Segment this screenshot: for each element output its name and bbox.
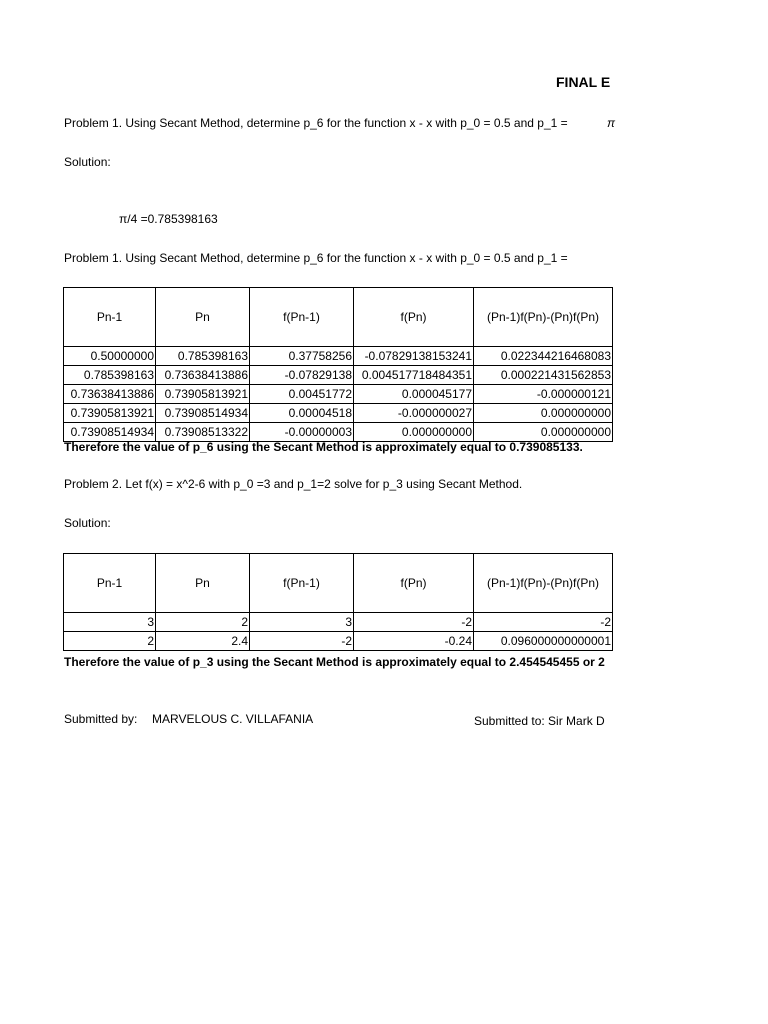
page-title: FINAL E: [556, 74, 611, 90]
table-cell: 0.785398163: [156, 347, 250, 366]
table-cell: 0.73908514934: [156, 404, 250, 423]
table-header-row: [64, 554, 613, 613]
table-cell: 0.000045177: [354, 385, 474, 404]
table-cell: 0.096000000000001: [474, 632, 613, 651]
table-cell: -0.00000003: [250, 423, 354, 442]
table-cell: 0.50000000: [64, 347, 156, 366]
table-cell: 0.000000000: [474, 423, 613, 442]
column-header: (Pn-1)f(Pn)-(Pn)f(Pn): [474, 554, 613, 613]
column-header: Pn-1: [64, 288, 156, 347]
table-cell: -0.24: [354, 632, 474, 651]
table-row: [64, 423, 613, 442]
submitted-by-label: Submitted by:: [64, 712, 138, 726]
column-header: f(Pn): [354, 554, 474, 613]
table-cell: 0.00451772: [250, 385, 354, 404]
problem2-heading: Problem 2. Let f(x) = x^2-6 with p_0 =3 and p_1=2 solve for p_3 using Secant Method.: [64, 477, 523, 491]
table-row: [64, 366, 613, 385]
column-header: (Pn-1)f(Pn)-(Pn)f(Pn): [474, 288, 613, 347]
problem1-table: [63, 287, 613, 442]
table-cell: 2.4: [156, 632, 250, 651]
column-header: Pn: [156, 288, 250, 347]
table-cell: -2: [354, 613, 474, 632]
problem1-heading-repeat: Problem 1. Using Secant Method, determine p_6 for the function x - x with p_0 = 0.5 and p_1 =: [64, 251, 568, 265]
problem2-solution-label: Solution:: [64, 516, 111, 530]
problem1-conclusion: Therefore the value of p_6 using the Secant Method is approximately equal to 0.739085133.: [64, 440, 583, 454]
table-header-row: [64, 288, 613, 347]
table-cell: 3: [64, 613, 156, 632]
submitted-to: Submitted to: Sir Mark D: [474, 714, 605, 728]
table-cell: -0.000000027: [354, 404, 474, 423]
table-cell: 0.73638413886: [64, 385, 156, 404]
table-cell: 3: [250, 613, 354, 632]
table-row: [64, 613, 613, 632]
problem2-conclusion: Therefore the value of p_3 using the Secant Method is approximately equal to 2.454545455 or 2: [64, 655, 605, 669]
table-cell: 0.000221431562853: [474, 366, 613, 385]
submitted-by-name: MARVELOUS C. VILLAFANIA: [152, 712, 314, 726]
table-cell: 0.73638413886: [156, 366, 250, 385]
table-row: [64, 385, 613, 404]
table-cell: 0.73908514934: [64, 423, 156, 442]
table-cell: 0.73908513322: [156, 423, 250, 442]
column-header: f(Pn): [354, 288, 474, 347]
problem1-solution-label: Solution:: [64, 155, 111, 169]
table-cell: 0.00004518: [250, 404, 354, 423]
column-header: Pn-1: [64, 554, 156, 613]
problem1-heading-pi: π: [607, 116, 616, 130]
table-row: [64, 347, 613, 366]
table-cell: 0.004517718484351: [354, 366, 474, 385]
table-cell: 0.000000000: [474, 404, 613, 423]
table-cell: 2: [156, 613, 250, 632]
table-cell: 0.73905813921: [156, 385, 250, 404]
table-cell: -0.000000121: [474, 385, 613, 404]
table-cell: 0.785398163: [64, 366, 156, 385]
pi-over-4-value: π/4 =0.785398163: [119, 212, 218, 226]
table-cell: 0.37758256: [250, 347, 354, 366]
problem2-table: [63, 553, 613, 651]
table-cell: 2: [64, 632, 156, 651]
table-cell: -2: [250, 632, 354, 651]
table-row: [64, 632, 613, 651]
table-cell: 0.73905813921: [64, 404, 156, 423]
table-cell: 0.022344216468083: [474, 347, 613, 366]
table-cell: -0.07829138153241: [354, 347, 474, 366]
column-header: Pn: [156, 554, 250, 613]
problem1-heading: Problem 1. Using Secant Method, determine p_6 for the function x - x with p_0 = 0.5 and p_1 =: [64, 116, 568, 130]
column-header: f(Pn-1): [250, 288, 354, 347]
table-cell: 0.000000000: [354, 423, 474, 442]
column-header: f(Pn-1): [250, 554, 354, 613]
table-row: [64, 404, 613, 423]
table-cell: -0.07829138: [250, 366, 354, 385]
table-cell: -2: [474, 613, 613, 632]
